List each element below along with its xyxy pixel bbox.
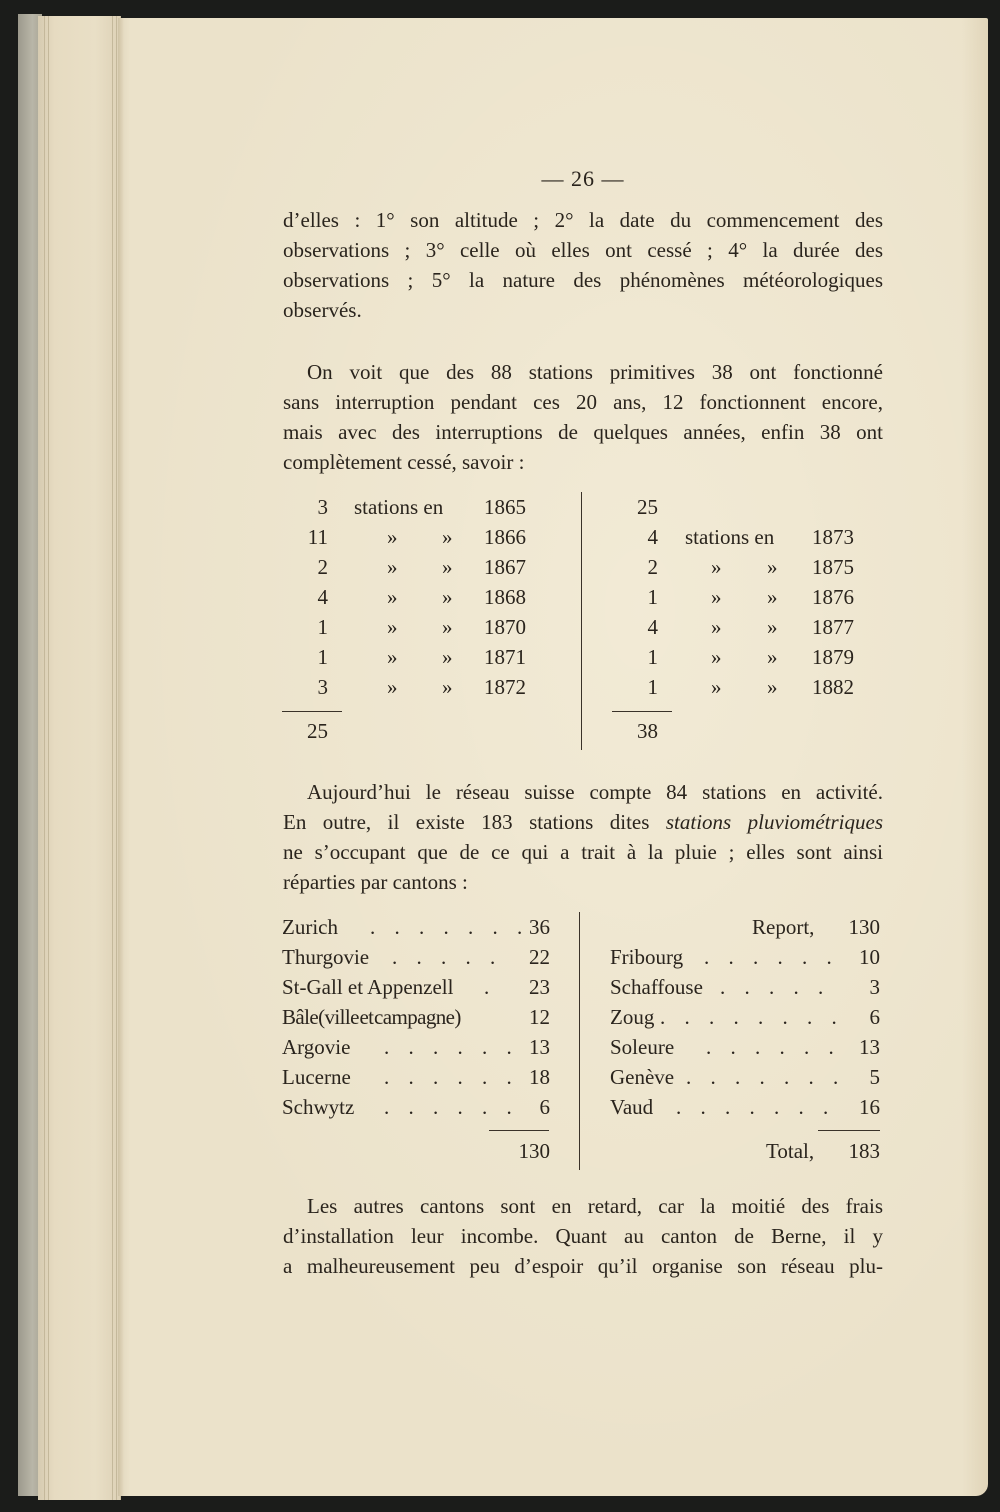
leader-dots: . . . . . (720, 975, 831, 999)
leader-dots: . . . . . . . (676, 1095, 836, 1119)
canton-name: Argovie (282, 1035, 351, 1059)
paragraph-1 (283, 205, 883, 325)
ditto-mark: » (387, 675, 398, 699)
leader-dots: . . . . . . (384, 1065, 519, 1089)
ditto-mark: » (387, 555, 398, 579)
station-count: 3 (317, 495, 328, 519)
canton-row (610, 942, 882, 972)
text-line: réparties par cantons : (283, 870, 468, 894)
subtotal-value: 130 (518, 1139, 550, 1163)
page-stack-edge (38, 16, 121, 1500)
year: 1879 (812, 645, 854, 669)
canton-row (610, 1062, 882, 1092)
year: 1875 (812, 555, 854, 579)
page-number: — 26 — (541, 166, 625, 191)
canton-value: 23 (529, 975, 550, 999)
paragraph-2 (283, 357, 883, 477)
ditto-mark: » (442, 585, 453, 609)
table-divider (581, 492, 582, 750)
station-count: 11 (307, 525, 328, 549)
year: 1877 (812, 615, 854, 639)
ditto-mark: » (442, 555, 453, 579)
leader-dots: . . . . . . . (370, 915, 530, 939)
canton-value: 6 (869, 1005, 880, 1029)
text-line: a malheureusement peu d’espoir qu’il organise son réseau plu- (283, 1254, 883, 1278)
canton-row (282, 1002, 552, 1032)
canton-row (610, 1002, 882, 1032)
text-line: d’installation leur incombe. Quant au canton de Berne, il y (283, 1224, 883, 1248)
canton-value: 13 (529, 1035, 550, 1059)
leader-dots: . (484, 975, 497, 999)
sum-rule-left (282, 711, 342, 712)
table-divider (579, 912, 580, 1170)
ditto-mark: » (387, 525, 398, 549)
year: 1866 (484, 525, 526, 549)
canton-row (282, 1032, 552, 1062)
canton-name: St-Gall et Appenzell (282, 975, 454, 999)
report-value: 130 (848, 915, 880, 939)
ditto-mark: » (711, 645, 722, 669)
text-line: sans interruption pendant ces 20 ans, 12 fonctionnent encore, (283, 390, 883, 414)
canton-value: 36 (529, 915, 550, 939)
table-row (0, 522, 526, 552)
canton-value: 5 (869, 1065, 880, 1089)
canton-name: Vaud (610, 1095, 654, 1119)
table-row (0, 492, 526, 522)
leader-dots: . . . . . . (384, 1035, 519, 1059)
leader-dots: . . . . . . . . (660, 1005, 844, 1029)
station-count: 1 (647, 585, 658, 609)
station-count: 3 (317, 675, 328, 699)
row-label: stations en (354, 495, 444, 519)
ditto-mark: » (442, 525, 453, 549)
canton-value: 10 (859, 945, 880, 969)
canton-name: Lucerne (282, 1065, 351, 1089)
paragraph-4 (283, 1191, 883, 1281)
leader-dots: . . . . . (392, 945, 503, 969)
year: 1870 (484, 615, 526, 639)
ditto-mark: » (387, 615, 398, 639)
canton-value: 6 (539, 1095, 550, 1119)
station-count: 2 (647, 555, 658, 579)
station-count: 4 (647, 615, 658, 639)
canton-row (282, 972, 552, 1002)
station-count: 1 (647, 645, 658, 669)
table-row (0, 612, 526, 642)
row-label: stations en (685, 525, 775, 549)
text-line: Aujourd’hui le réseau suisse compte 84 stations en activité. (307, 780, 883, 804)
canton-row (282, 912, 552, 942)
station-count: 4 (317, 585, 328, 609)
ditto-mark: » (387, 585, 398, 609)
canton-row (610, 1032, 882, 1062)
canton-name: Bâle(ville et campagne) (282, 1005, 461, 1029)
ditto-mark: » (711, 675, 722, 699)
text-line: complètement cessé, savoir : (283, 450, 525, 474)
ditto-mark: » (442, 615, 453, 639)
table-row (0, 642, 526, 672)
sum-rule-right (818, 1130, 880, 1131)
station-count: 4 (647, 525, 658, 549)
text-line: ne s’occupant que de ce qui a trait à la pluie ; elles sont ainsi (283, 840, 883, 864)
table-row (0, 582, 526, 612)
text-line: observations ; 3° celle où elles ont cessé ; 4° la durée des (283, 238, 883, 262)
paragraph-3 (283, 777, 883, 897)
ditto-mark: » (767, 675, 778, 699)
sum-rule-left (489, 1130, 549, 1131)
canton-name: Genève (610, 1065, 675, 1089)
canton-row (282, 1062, 552, 1092)
total-value: 183 (848, 1139, 880, 1163)
year: 1867 (484, 555, 526, 579)
year: 1872 (484, 675, 526, 699)
canton-row (610, 972, 882, 1002)
canton-row (282, 942, 552, 972)
canton-value: 18 (529, 1065, 550, 1089)
text-line: d’elles : 1° son altitude ; 2° la date du commencement des (283, 208, 883, 232)
report-label: Report, (752, 915, 815, 939)
text-line: On voit que des 88 stations primitives 38 ont fonctionné (307, 360, 883, 384)
canton-name: Thurgovie (282, 945, 370, 969)
leader-dots: . . . . . . (384, 1095, 519, 1119)
station-count: 1 (647, 675, 658, 699)
year: 1882 (812, 675, 854, 699)
canton-name: Schaffouse (610, 975, 703, 999)
station-count: 1 (317, 645, 328, 669)
ditto-mark: » (442, 675, 453, 699)
canton-row (610, 1092, 882, 1122)
station-count: 2 (317, 555, 328, 579)
report-row (610, 912, 882, 942)
total-value: 38 (637, 719, 658, 743)
canton-name: Zurich (282, 915, 338, 939)
canton-value: 16 (859, 1095, 880, 1119)
total-value: 25 (307, 719, 328, 743)
leader-dots: . . . . . . (704, 945, 839, 969)
ditto-mark: » (767, 645, 778, 669)
year: 1876 (812, 585, 854, 609)
ditto-mark: » (442, 645, 453, 669)
canton-value: 12 (529, 1005, 550, 1029)
station-count: 1 (317, 615, 328, 639)
ditto-mark: » (711, 555, 722, 579)
year: 1868 (484, 585, 526, 609)
text-line: observés. (283, 298, 362, 322)
canton-value: 13 (859, 1035, 880, 1059)
total-label: Total, (766, 1139, 815, 1163)
year: 1871 (484, 645, 526, 669)
subtotal-row (282, 1136, 552, 1166)
year: 1873 (812, 525, 854, 549)
ditto-mark: » (767, 555, 778, 579)
canton-name: Soleure (610, 1035, 675, 1059)
canton-row (282, 1092, 552, 1122)
total-row (610, 1136, 882, 1166)
text-line: mais avec des interruptions de quelques années, enfin 38 ont (283, 420, 883, 444)
text-line: En outre, il existe 183 stations dites stations pluviométriques (283, 810, 883, 834)
leader-dots: . . . . . . (706, 1035, 841, 1059)
ditto-mark: » (387, 645, 398, 669)
canton-name: Fribourg (610, 945, 684, 969)
text-line: Les autres cantons sont en retard, car la moitié des frais (307, 1194, 883, 1218)
carried-value: 25 (637, 495, 658, 519)
table-row (0, 672, 526, 702)
canton-value: 22 (529, 945, 550, 969)
canton-name: Schwytz (282, 1095, 355, 1119)
table-row (0, 552, 526, 582)
year: 1865 (484, 495, 526, 519)
ditto-mark: » (711, 585, 722, 609)
ditto-mark: » (767, 615, 778, 639)
leader-dots: . . . . . . . (686, 1065, 846, 1089)
canton-name: Zoug (610, 1005, 655, 1029)
sum-rule-right (612, 711, 672, 712)
italic-term: stations pluviométriques (665, 810, 883, 834)
text-line: observations ; 5° la nature des phénomènes météorologiques (283, 268, 883, 292)
ditto-mark: » (767, 585, 778, 609)
ditto-mark: » (711, 615, 722, 639)
canton-value: 3 (869, 975, 880, 999)
